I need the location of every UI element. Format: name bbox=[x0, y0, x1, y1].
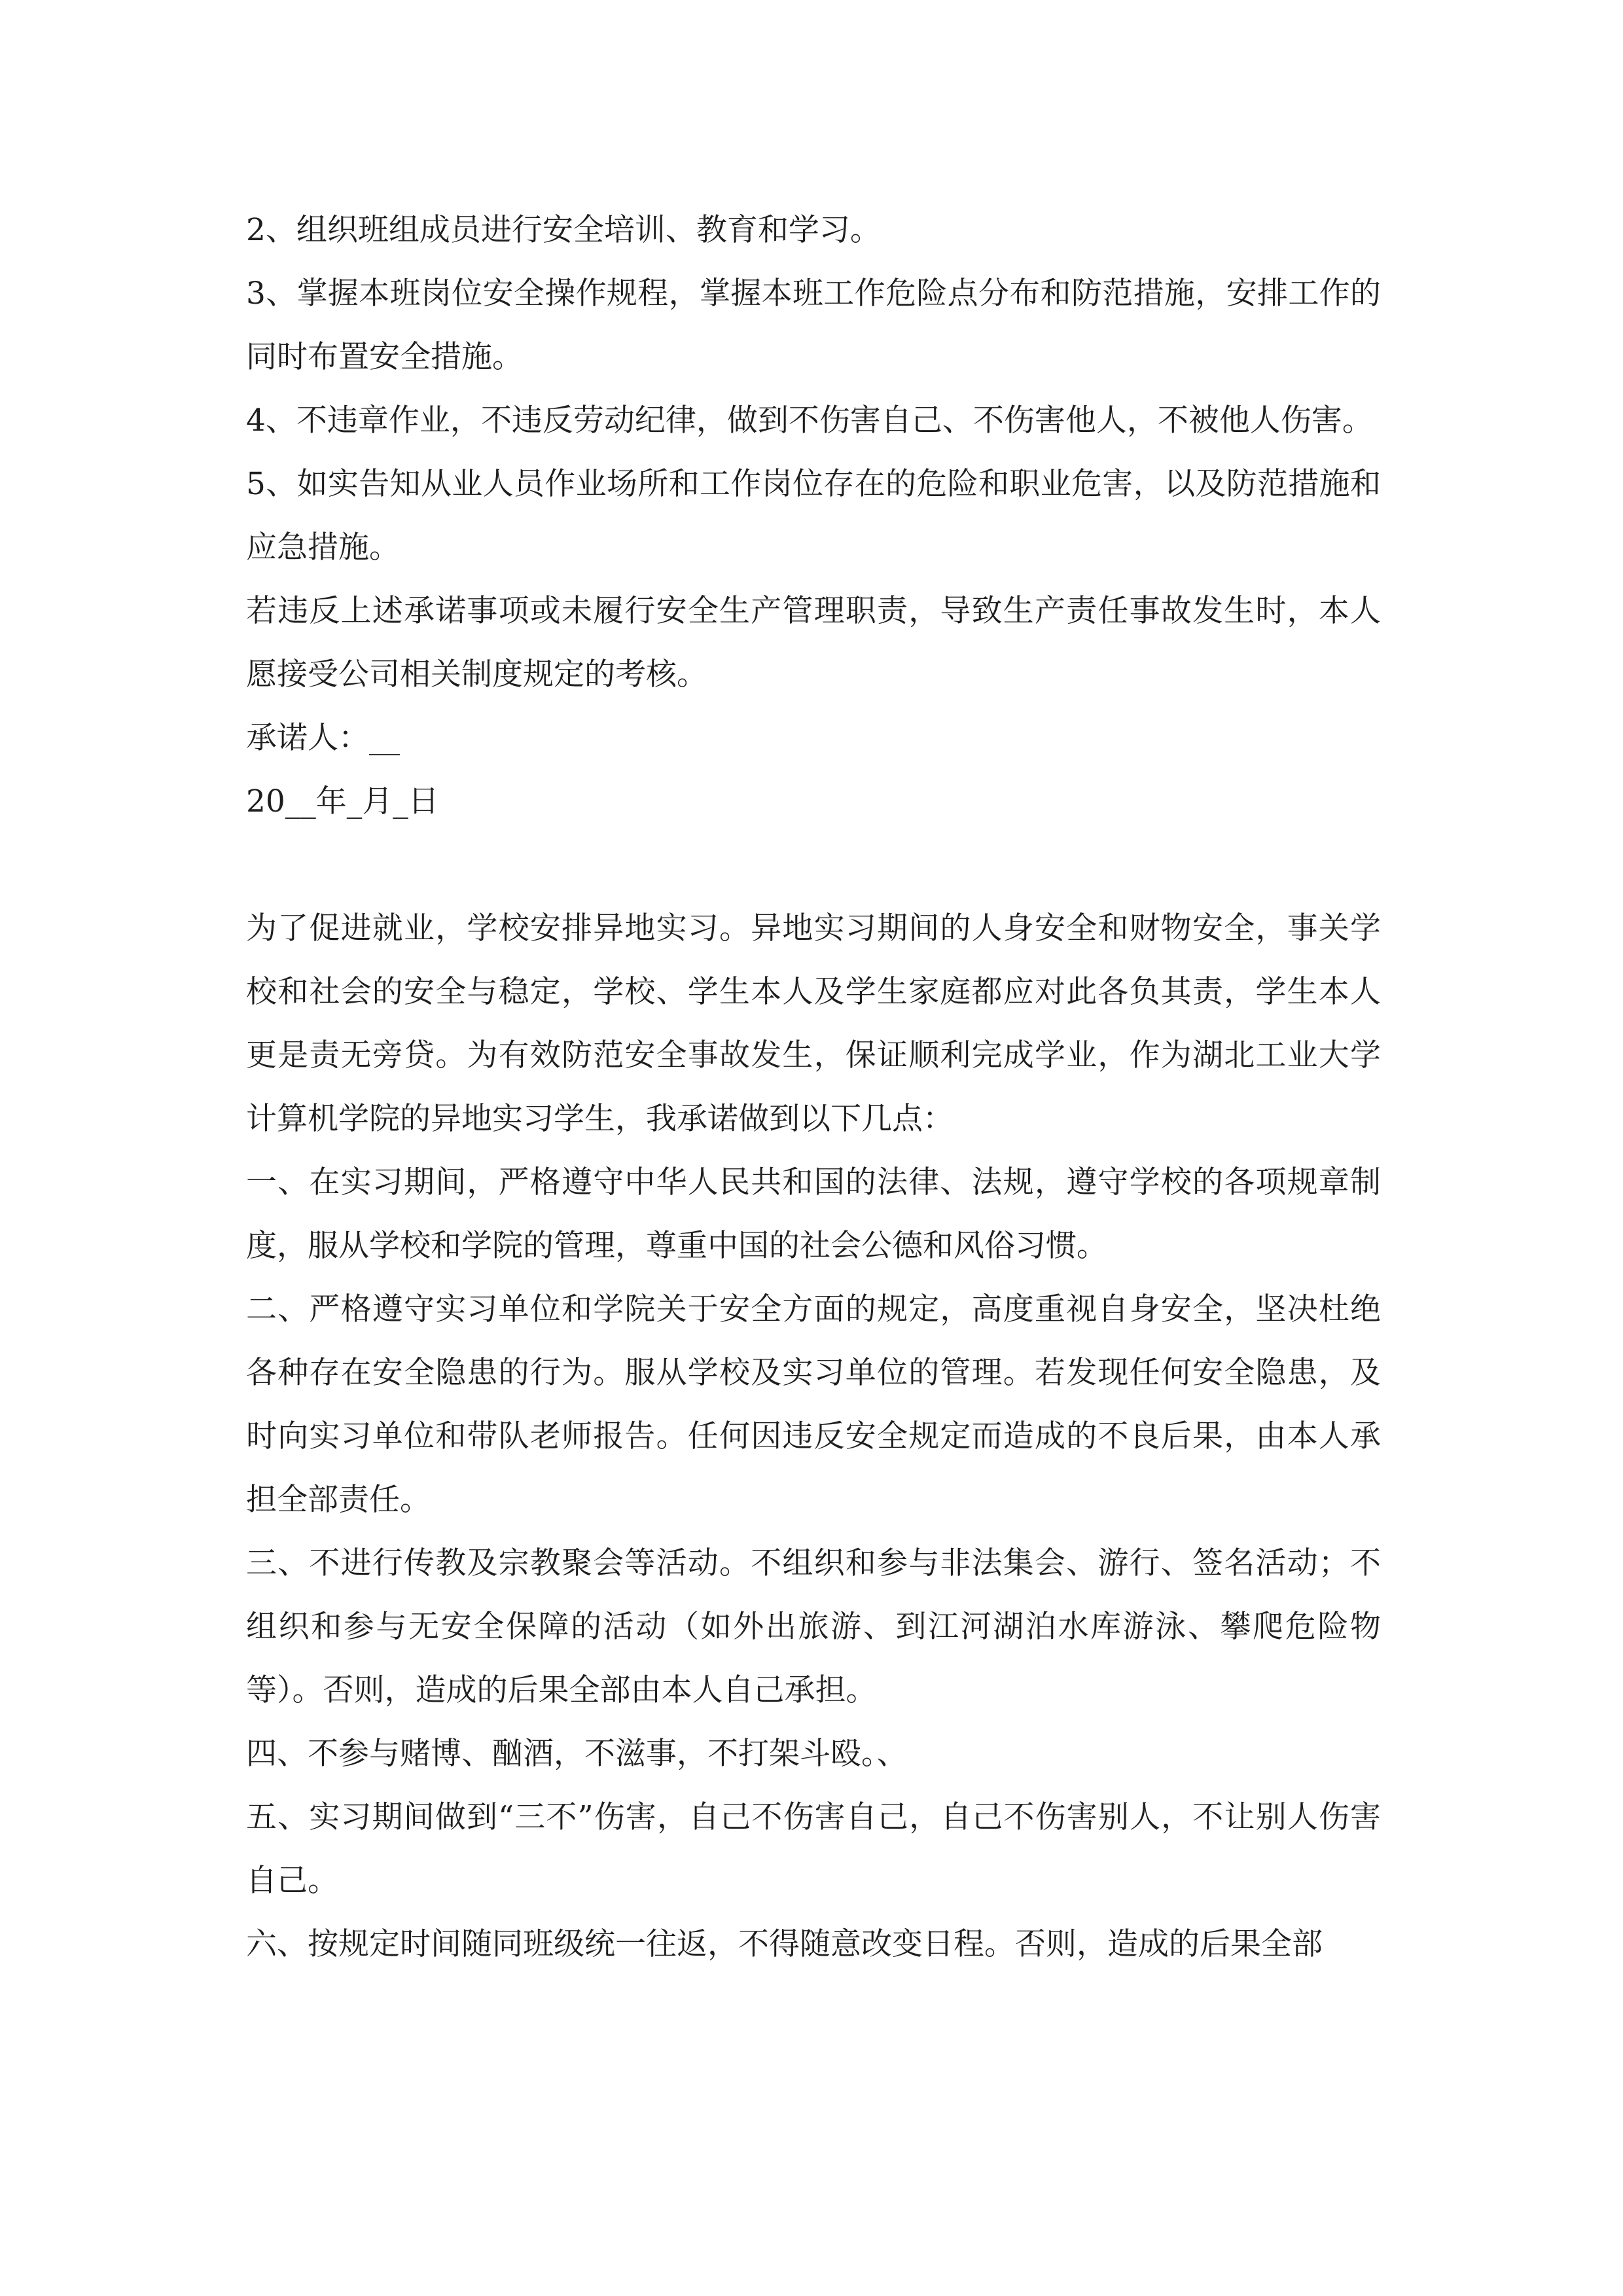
intro-paragraph: 为了促进就业，学校安排异地实习。异地实习期间的人身安全和财物安全，事关学校和社会的安全与稳定，学校、学生本人及学生家庭都应对此各负其责，学生本人更是责无旁贷。为有效防范安全事故发生，保证顺利完成学业，作为湖北工业大学计算机学院的异地实习学生，我承诺做到以下几点： bbox=[246, 910, 1381, 1137]
student-item-2: 二、严格遵守实习单位和学院关于安全方面的规定，高度重视自身安全，坚决杜绝各种存在安全隐患的行为。服从学校及实习单位的管理。若发现任何安全隐患，及时向实习单位和带队老师报告。任何因违反安全规定而造成的不良后果，由本人承担全部责任。 bbox=[246, 1291, 1381, 1518]
student-item-5: 五、实习期间做到“三不”伤害，自己不伤害自己，自己不伤害别人，不让别人伤害自己。 bbox=[246, 1799, 1381, 1899]
consequence-paragraph: 若违反上述承诺事项或未履行安全生产管理职责，导致生产责任事故发生时，本人愿接受公司相关制度规定的考核。 bbox=[246, 593, 1381, 692]
student-item-6: 六、按规定时间随同班级统一往返，不得随意改变日程。否则，造成的后果全部 bbox=[246, 1926, 1323, 1962]
student-item-3: 三、不进行传教及宗教聚会等活动。不组织和参与非法集会、游行、签名活动；不组织和参与无安全保障的活动（如外出旅游、到江河湖泊水库游泳、攀爬危险物等）。否则，造成的后果全部由本人自己承担。 bbox=[246, 1545, 1381, 1708]
pledge-item-3: 3、掌握本班岗位安全操作规程，掌握本班工作危险点分布和防范措施，安排工作的同时布置安全措施。 bbox=[246, 276, 1381, 375]
pledge-item-2: 2、组织班组成员进行安全培训、教育和学习。 bbox=[246, 212, 881, 248]
student-item-4: 四、不参与赌博、酗酒，不滋事，不打架斗殴。、 bbox=[246, 1736, 908, 1772]
pledge-item-4: 4、不违章作业，不违反劳动纪律，做到不伤害自己、不伤害他人，不被他人伤害。 bbox=[246, 403, 1373, 439]
section-gap bbox=[246, 833, 1381, 897]
document-body bbox=[246, 198, 1381, 1976]
pledge-item-5: 5、如实告知从业人员作业场所和工作岗位存在的危险和职业危害，以及防范措施和应急措施。 bbox=[246, 466, 1381, 565]
date-line: 20__年_月_日 bbox=[246, 783, 439, 819]
student-item-1: 一、在实习期间，严格遵守中华人民共和国的法律、法规，遵守学校的各项规章制度，服从学校和学院的管理，尊重中国的社会公德和风俗习惯。 bbox=[246, 1164, 1381, 1264]
signer-line: 承诺人：__ bbox=[246, 720, 400, 756]
